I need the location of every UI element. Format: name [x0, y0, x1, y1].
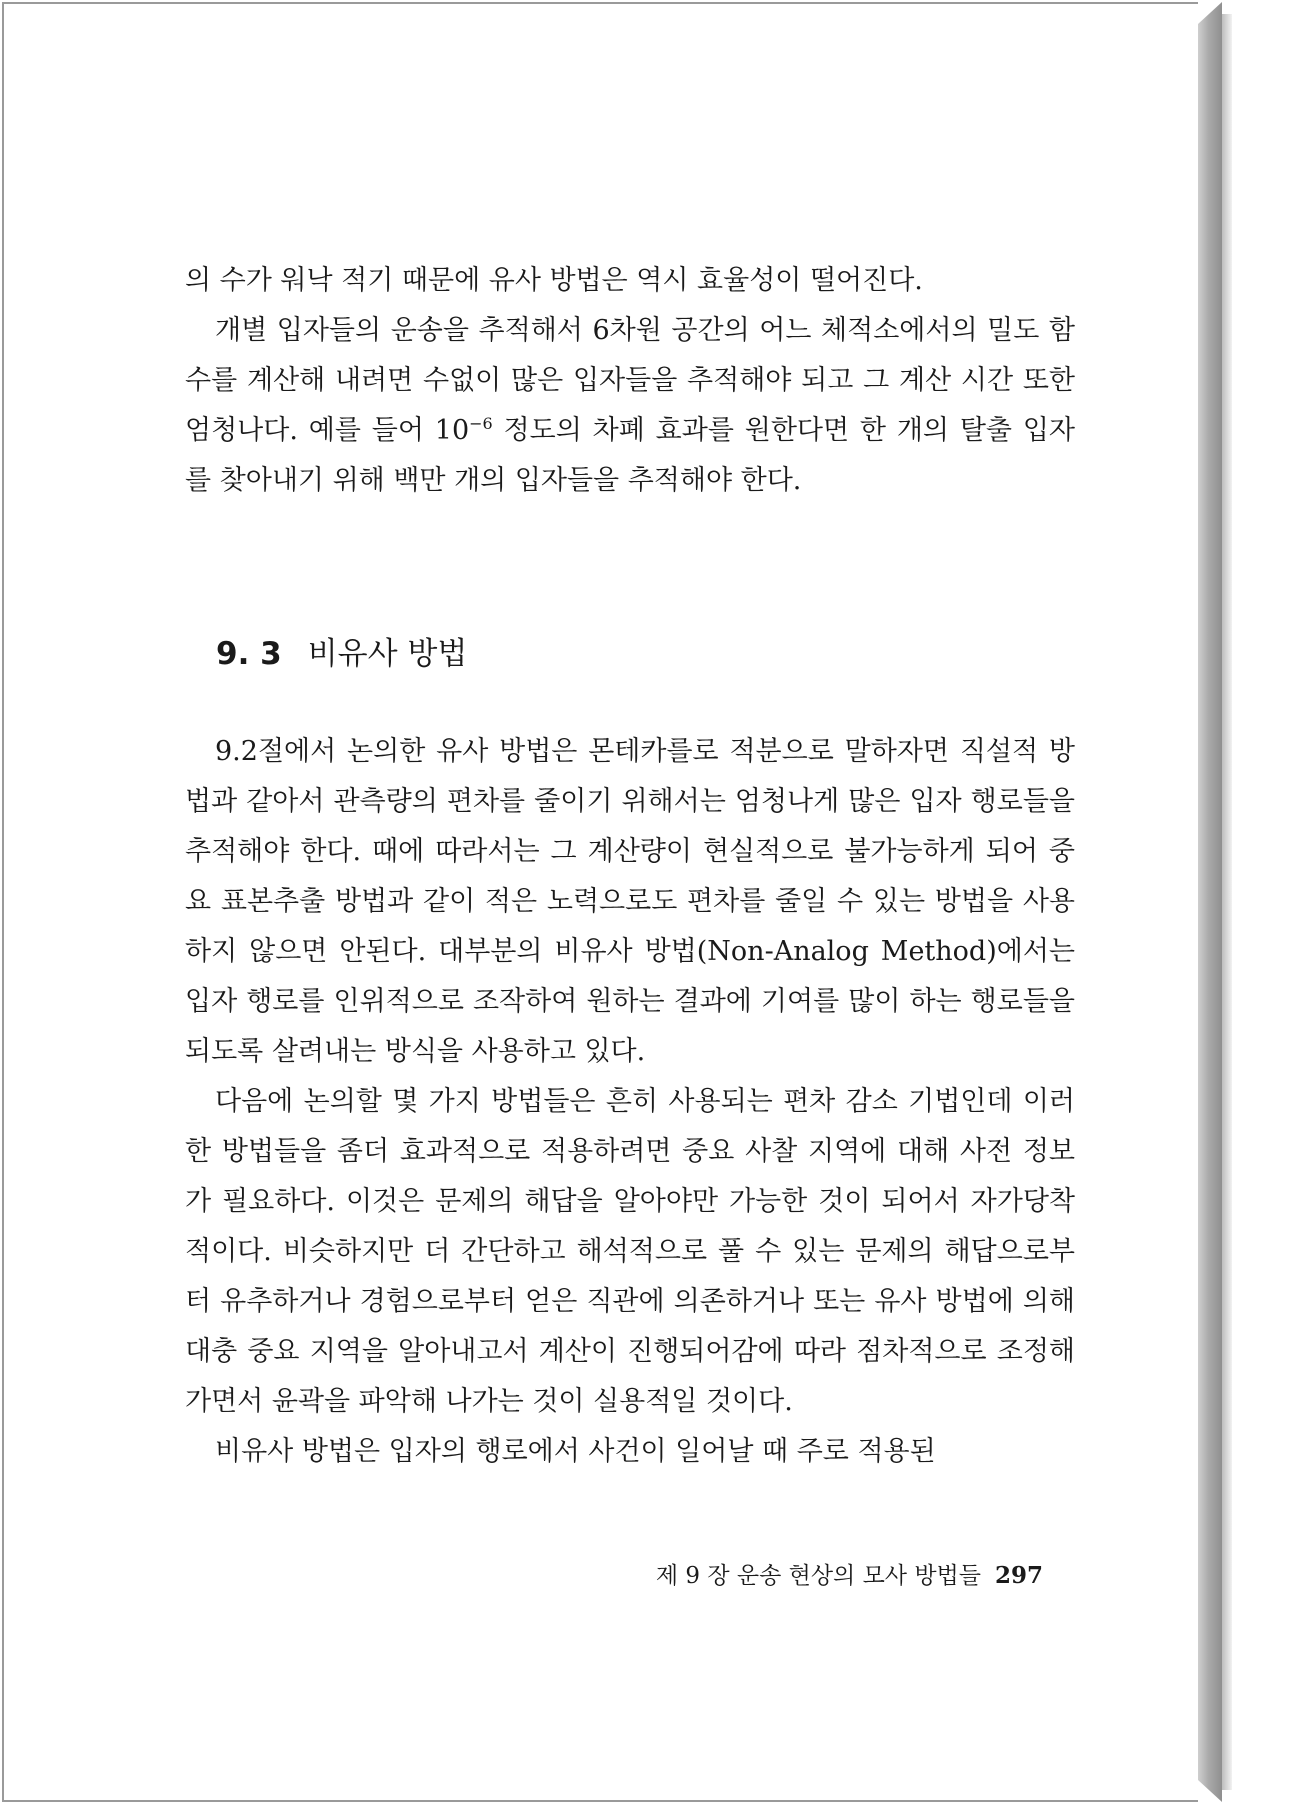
paragraph: 개별 입자들의 운송을 추적해서 6차원 공간의 어느 체적소에서의 밀도 함수를 계산해 내려면 수없이 많은 입자들을 추적해야 되고 그 계산 시간 또한 엄청나다. 예를 들어 $10^{-6}$ 정도의 차폐 효과를 원한다면 한 개의 탈출 입자를 찾아내기 위해 백만 개의 입자들을 추적해야 한다.: [185, 315, 1076, 496]
section-heading: [216, 632, 467, 676]
running-footer-chapter: 제 9 장 운송 현상의 모사 방법들: [655, 1563, 981, 1589]
page-edge-bottom-corner: [1198, 1780, 1222, 1802]
section-title: 비유사 방법: [307, 636, 468, 672]
paragraph: 의 수가 워낙 적기 때문에 유사 방법은 역시 효율성이 떨어진다.: [185, 265, 923, 296]
page-number: 297: [994, 1562, 1043, 1589]
page-stack-edge: [1198, 2, 1222, 1802]
superscript-exponent: −6: [469, 414, 493, 433]
page-footer: [656, 1556, 1043, 1596]
paragraph: 다음에 논의할 몇 가지 방법들은 흔히 사용되는 편차 감소 기법인데 이러한 방법들을 좀더 효과적으로 적용하려면 중요 사찰 지역에 대해 사전 정보가 필요하다. 이것은 문제의 해답을 알아야만 가능한 것이 되어서 자가당착적이다. 비슷하지만 더 간단하고 해석적으로 풀 수 있는 문제의 해답으로부터 유추하거나 경험으로부터 얻은 직관에 의존하거나 또는 유사 방법에 의해 대충 중요 지역을 알아내고서 계산이 진행되어감에 따라 점차적으로 조정해 가면서 윤곽을 파악해 나가는 것이 실용적일 것이다.: [185, 1086, 1075, 1417]
page-edge-top-corner: [1198, 2, 1222, 24]
page-shadow: [1222, 14, 1232, 1790]
paragraph: 비유사 방법은 입자의 행로에서 사건이 일어날 때 주로 적용된: [215, 1436, 936, 1467]
section-number: 9. 3: [216, 636, 282, 672]
body-text-top: [185, 256, 1075, 506]
body-text-main: [185, 727, 1075, 1477]
paragraph: 9.2절에서 논의한 유사 방법은 몬테카를로 적분으로 말하자면 직설적 방법과 같아서 관측량의 편차를 줄이기 위해서는 엄청나게 많은 입자 행로들을 추적해야 한다. 때에 따라서는 그 계산량이 현실적으로 불가능하게 되어 중요 표본추출 방법과 같이 적은 노력으로도 편차를 줄일 수 있는 방법을 사용하지 않으면 안된다. 대부분의 비유사 방법(Non-Analog Method)에서는 입자 행로를 인위적으로 조작하여 원하는 결과에 기여를 많이 하는 행로들을 되도록 살려내는 방식을 사용하고 있다.: [185, 736, 1075, 1067]
